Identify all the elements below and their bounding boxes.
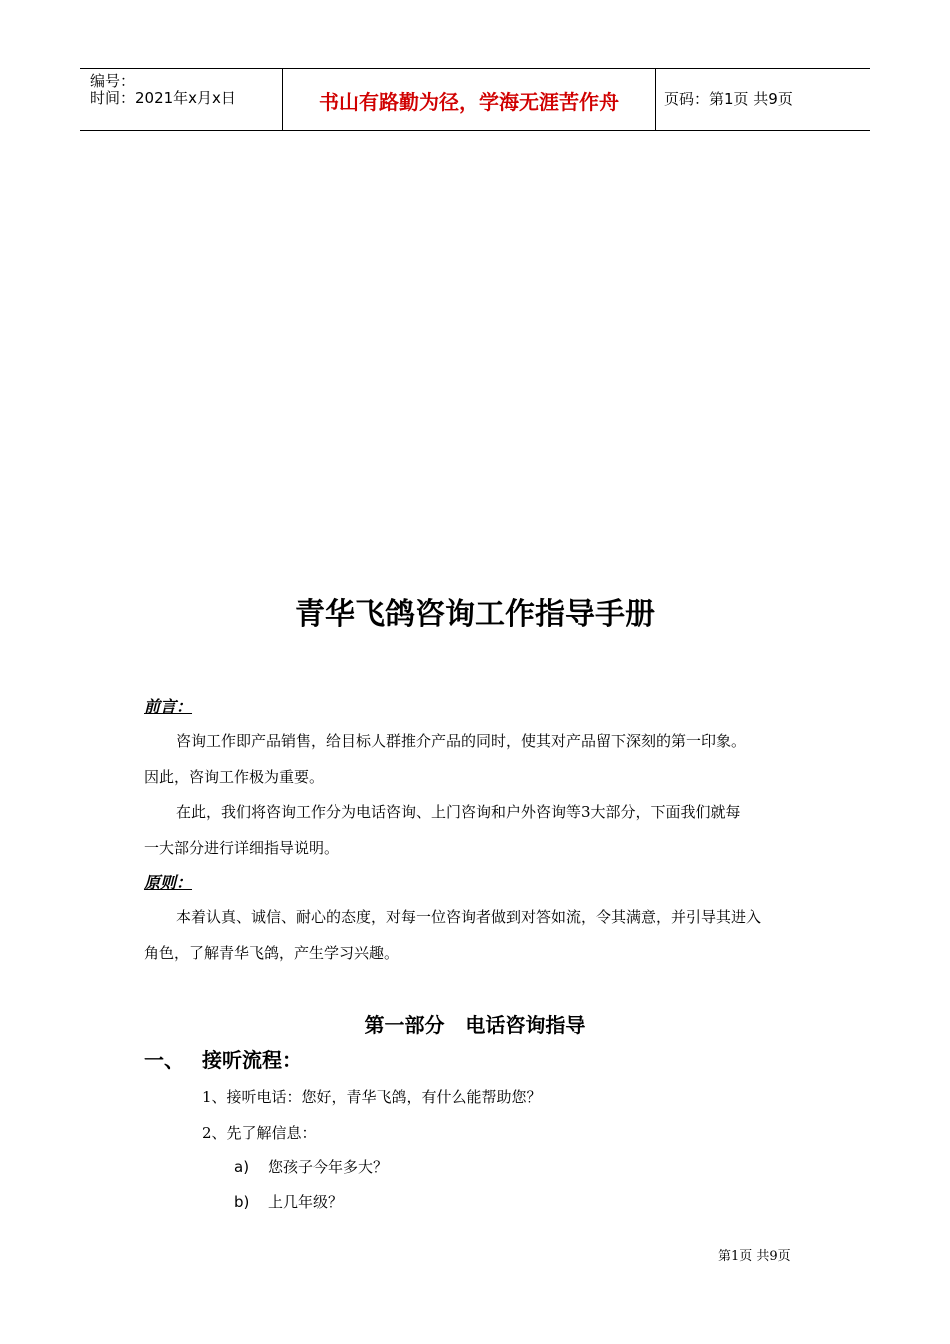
document-title: 青华飞鸽咨询工作指导手册	[295, 597, 655, 632]
preface-paragraph2-line1: 在此，我们将咨询工作分为电话咨询、上门咨询和户外咨询等3大部分，下面我们就每	[176, 803, 741, 821]
section1-sub-a-marker: a)	[234, 1158, 250, 1176]
principle-line1: 本着认真、诚信、耐心的态度，对每一位咨询者做到对答如流，令其满意，并引导其进入	[176, 908, 762, 926]
preface-heading: 前言：	[144, 697, 193, 716]
page-header	[80, 68, 870, 131]
preface-paragraph1-line2: 因此，咨询工作极为重要。	[144, 768, 325, 786]
header-number-label: 编号：	[90, 72, 136, 90]
principle-line2: 角色，了解青华飞鸽，产生学习兴趣。	[144, 944, 400, 962]
header-motto-cell	[282, 69, 656, 130]
section1-sub-b-marker: b)	[234, 1193, 250, 1211]
section1-sub-a-text: 您孩子今年多大？	[268, 1158, 389, 1176]
section1-step2: 2、先了解信息：	[202, 1124, 317, 1142]
header-date-label: 时间：2021年x月x日	[90, 89, 236, 107]
section1-title: 接听流程：	[202, 1048, 302, 1072]
part1-title: 第一部分 电话咨询指导	[364, 1013, 586, 1037]
preface-paragraph2-line2: 一大部分进行详细指导说明。	[144, 839, 340, 857]
header-page-label: 页码：第1页 共9页	[664, 90, 793, 108]
header-motto: 书山有路勤为径，学海无涯苦作舟	[319, 90, 619, 114]
header-left-cell	[80, 69, 282, 130]
section1-step1: 1、接听电话：您好，青华飞鸽，有什么能帮助您？	[202, 1088, 542, 1106]
preface-paragraph1-line1: 咨询工作即产品销售，给目标人群推介产品的同时，使其对产品留下深刻的第一印象。	[176, 732, 747, 750]
page-footer: 第1页 共9页	[718, 1249, 791, 1264]
section1-number: 一、	[144, 1048, 184, 1072]
section1-sub-b-text: 上几年级？	[268, 1193, 344, 1211]
header-page-cell	[656, 69, 870, 130]
principle-heading: 原则：	[144, 873, 193, 892]
